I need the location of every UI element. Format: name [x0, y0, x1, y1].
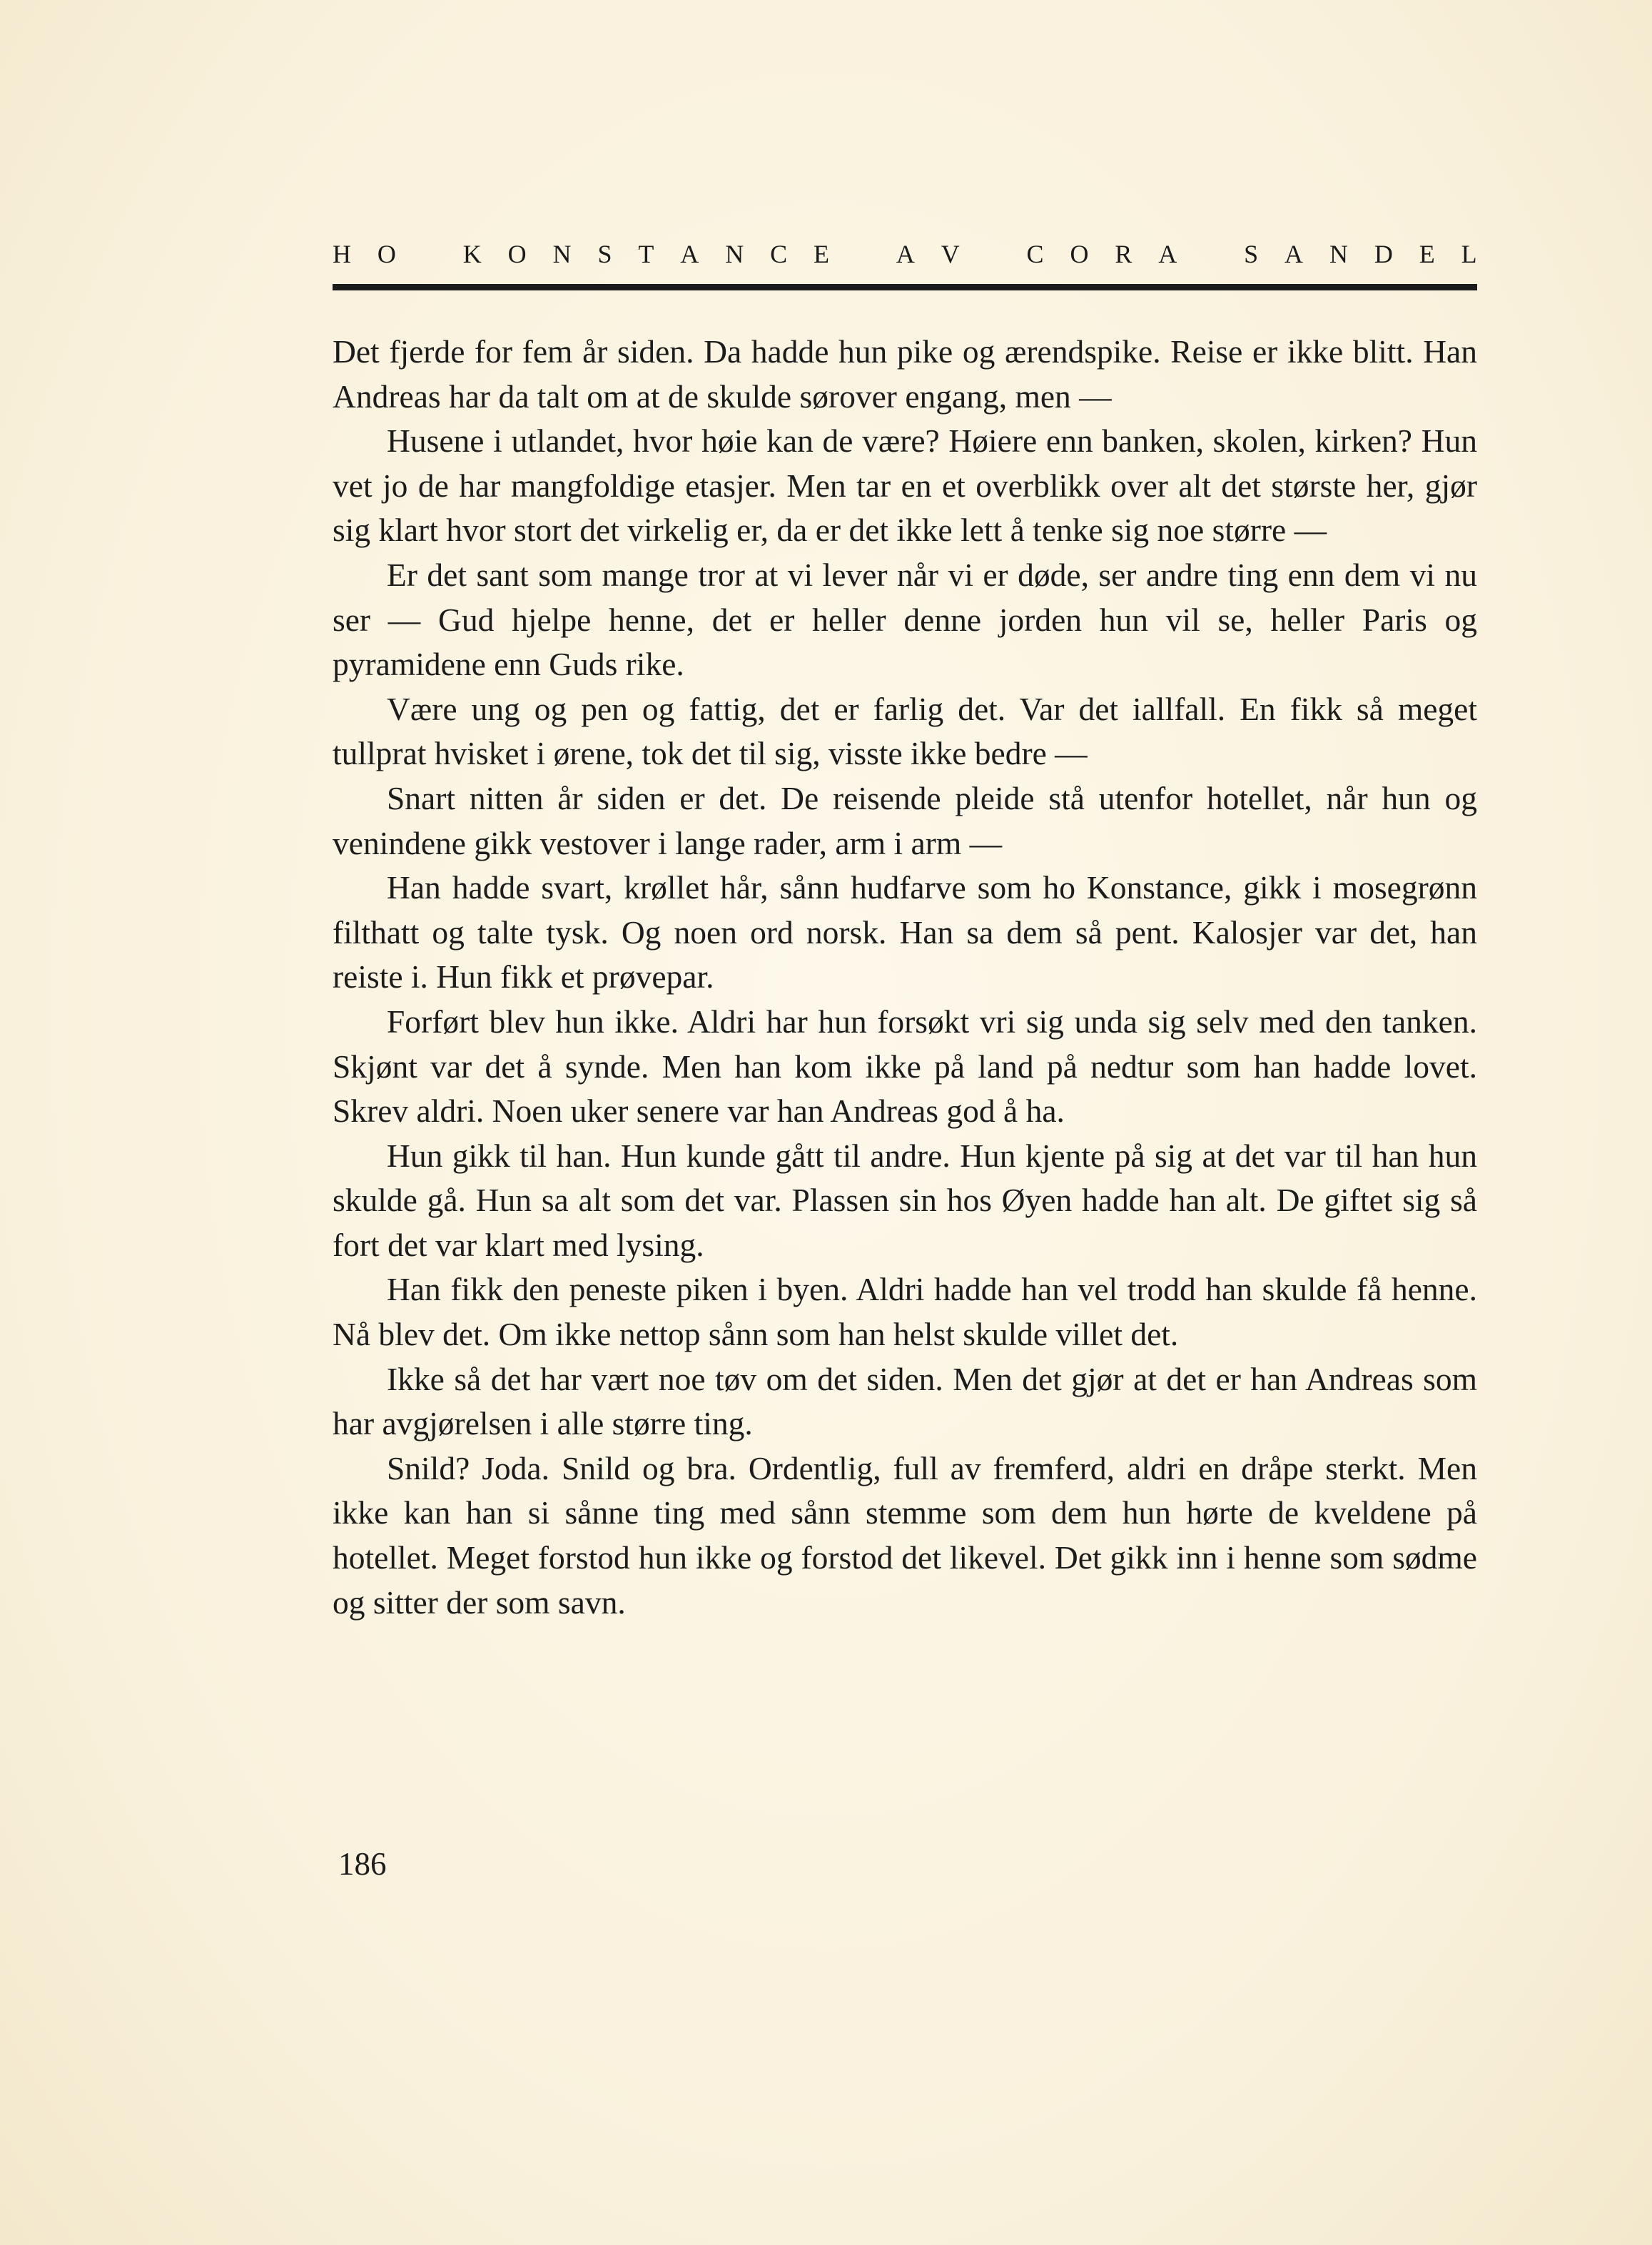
header-letter: O	[1070, 240, 1089, 268]
header-letter: R	[1115, 240, 1132, 268]
paragraph: Er det sant som mange tror at vi lever når vi er døde, ser andre ting enn dem vi nu ser — Gud hjelpe henne, det er heller denne jorden hun vil se, heller Paris og pyramidene enn Guds rike.	[333, 556, 1477, 683]
paragraph: Snild? Joda. Snild og bra. Ordentlig, full av fremferd, aldri en dråpe sterkt. Men ikke kan han si sånne ting med sånn stemme som dem hun hørte de kveldene på hotellet. Meget forstod hun ikke og forstod det likevel. Det gikk inn i henne som sødme og sitter der som savn.	[333, 1449, 1477, 1621]
running-header	[333, 239, 1477, 269]
header-letter: S	[1244, 240, 1259, 268]
header-letter: H	[333, 240, 351, 268]
header-gap	[986, 239, 1000, 269]
paragraph: Forført blev hun ikke. Aldri har hun forsøkt vri sig unda sig selv med den tanken. Skjønt var det å synde. Men han kom ikke på land på nedtur som han hadde lovet. Skrev aldri. Noen uker senere var han Andreas god å ha.	[333, 1003, 1477, 1130]
paragraph: Det fjerde for fem år siden. Da hadde hun pike og ærendspike. Reise er ikke blitt. Han Andreas har da talt om at de skulde sørover engang, men —	[333, 333, 1477, 415]
header-letter: A	[1284, 240, 1304, 268]
paragraph: Han hadde svart, krøllet hår, sånn hudfarve som ho Konstance, gikk i mosegrønn filthatt og talte tysk. Og noen ord norsk. Han sa dem så pent. Kalosjer var det, han reiste i. Hun fikk et prøvepar.	[333, 869, 1477, 995]
header-letter: N	[725, 240, 744, 268]
header-letter: N	[1329, 240, 1348, 268]
header-letter: D	[1374, 240, 1393, 268]
header-gap	[856, 239, 870, 269]
header-rule	[333, 284, 1477, 290]
header-gap	[1203, 239, 1217, 269]
header-letter: T	[638, 240, 654, 268]
header-letter: A	[896, 240, 915, 268]
header-letter: C	[770, 240, 788, 268]
paragraph: Hun gikk til han. Hun kunde gått til andre. Hun kjente på sig at det var til han hun skulde gå. Hun sa alt som det var. Plassen sin hos Øyen hadde han alt. De giftet sig så fort det var klart med lysing.	[333, 1137, 1477, 1263]
body-text	[333, 330, 1477, 1625]
header-letter: C	[1026, 240, 1044, 268]
header-letter: A	[680, 240, 699, 268]
running-header-title	[333, 239, 1477, 269]
header-letter: A	[1158, 240, 1177, 268]
header-letter: L	[1461, 240, 1477, 268]
header-letter: S	[597, 240, 612, 268]
paragraph: Være ung og pen og fattig, det er farlig det. Var det iallfall. En fikk så meget tullprat hvisket i ørene, tok det til sig, visste ikke bedre —	[333, 690, 1477, 772]
paragraph: Husene i utlandet, hvor høie kan de være? Høiere enn banken, skolen, kirken? Hun vet jo de har mangfoldige etasjer. Men tar en et overblikk over alt det største her, gjør sig klart hvor stort det virkelig er, da er det ikke lett å tenke sig noe større —	[333, 422, 1477, 549]
header-letter: N	[552, 240, 572, 268]
paragraph: Han fikk den peneste piken i byen. Aldri hadde han vel trodd han skulde få henne. Nå blev det. Om ikke nettop sånn som han helst skulde villet det.	[333, 1271, 1477, 1353]
header-letter: E	[814, 240, 830, 268]
header-letter: K	[462, 240, 482, 268]
header-gap	[422, 239, 437, 269]
header-letter: E	[1419, 240, 1435, 268]
paragraph: Snart nitten år siden er det. De reisende pleide stå utenfor hotellet, når hun og venindene gikk vestover i lange rader, arm i arm —	[333, 779, 1477, 861]
header-letter: V	[941, 240, 960, 268]
paragraph: Ikke så det har vært noe tøv om det siden. Men det gjør at det er han Andreas som har avgjørelsen i alle større ting.	[333, 1360, 1477, 1442]
page-number: 186	[338, 1846, 387, 1882]
header-letter: O	[507, 240, 527, 268]
header-letter: O	[377, 240, 396, 268]
